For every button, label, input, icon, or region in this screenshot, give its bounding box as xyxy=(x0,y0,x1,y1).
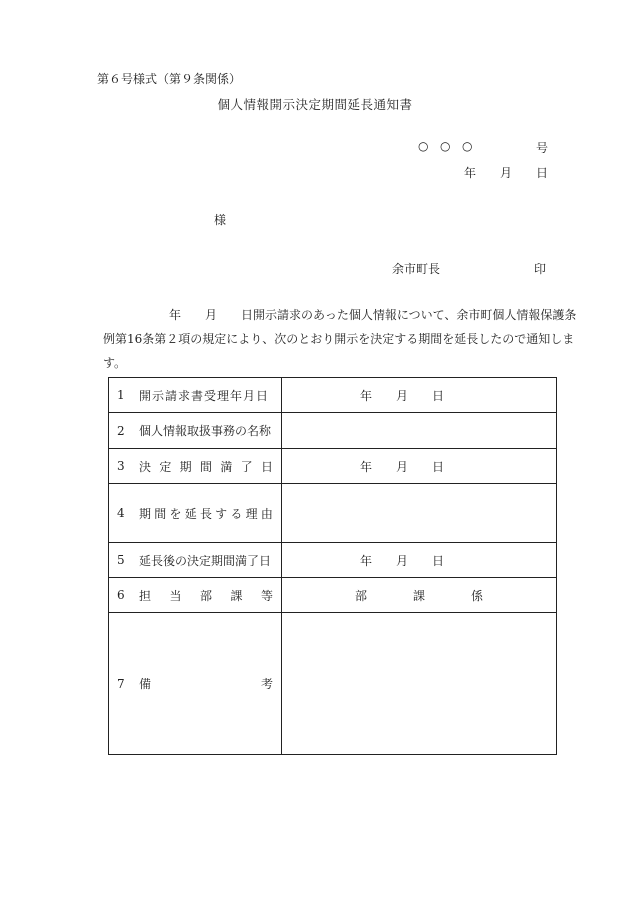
label-char: 間 xyxy=(199,459,212,474)
table-row xyxy=(109,378,557,413)
row-value xyxy=(282,378,557,413)
row-label-text: 開示請求書受理年月日 xyxy=(139,388,270,403)
number-placeholder: ○ xyxy=(418,139,429,153)
label-char: 期 xyxy=(139,506,152,521)
label-char: 間 xyxy=(154,506,167,521)
label-char: 満 xyxy=(220,459,233,474)
label-char: 考 xyxy=(260,677,273,691)
label-char: を xyxy=(169,506,182,521)
recipient-suffix: 様 xyxy=(214,213,227,227)
row-value xyxy=(282,613,557,755)
body-line: す。 xyxy=(103,356,127,370)
table-row xyxy=(109,449,557,484)
value-year: 年 xyxy=(360,388,373,403)
value-day: 日 xyxy=(432,388,445,403)
row-value xyxy=(282,449,557,484)
value-dept: 部 xyxy=(354,588,367,603)
row-value xyxy=(282,578,557,613)
row-number: 7 xyxy=(117,676,125,691)
row-number: 5 xyxy=(117,553,125,567)
row-label xyxy=(109,543,282,578)
label-char: す xyxy=(215,506,228,521)
label-char: 担 xyxy=(139,588,152,603)
label-char: る xyxy=(230,506,243,521)
label-char: 理 xyxy=(245,506,258,521)
document-title: 個人情報開示決定期間延長通知書 xyxy=(217,97,413,112)
info-table xyxy=(108,377,557,755)
label-char: 当 xyxy=(169,588,182,603)
table-row xyxy=(109,578,557,613)
row-number: 1 xyxy=(117,388,125,402)
date-month: 月 xyxy=(500,166,513,180)
label-char: 期 xyxy=(179,459,192,474)
row-number: 2 xyxy=(117,423,125,438)
row-label xyxy=(109,613,282,755)
value-month: 月 xyxy=(396,553,409,568)
label-char: 定 xyxy=(159,459,172,474)
number-placeholder: ○ xyxy=(462,139,473,153)
body-line: 年 月 日開示請求のあった個人情報について、余市町個人情報保護条 xyxy=(169,308,577,322)
value-year: 年 xyxy=(360,553,373,568)
row-label xyxy=(109,413,282,449)
label-char: 課 xyxy=(230,588,243,603)
value-unit: 係 xyxy=(470,588,483,603)
value-day: 日 xyxy=(432,553,445,568)
form-number: 第６号様式（第９条関係） xyxy=(97,72,242,86)
value-month: 月 xyxy=(396,459,409,474)
row-value xyxy=(282,543,557,578)
date-day: 日 xyxy=(536,166,549,180)
label-char: 延 xyxy=(184,506,197,521)
table-row xyxy=(109,613,557,755)
label-char: 部 xyxy=(199,588,212,603)
row-label-text: 個人情報取扱事務の名称 xyxy=(139,424,272,438)
number-placeholder: ○ xyxy=(440,139,451,153)
row-label xyxy=(109,449,282,484)
value-section: 課 xyxy=(412,588,425,603)
table-row xyxy=(109,484,557,543)
date-year: 年 xyxy=(464,166,477,180)
label-char: 日 xyxy=(260,459,273,474)
value-day: 日 xyxy=(432,459,445,474)
value-month: 月 xyxy=(396,388,409,403)
row-number: 3 xyxy=(117,459,125,473)
body-line: 例第16条第２項の規定により、次のとおり開示を決定する期間を延長したので通知しま xyxy=(103,332,575,346)
row-number: 4 xyxy=(117,506,125,520)
sender-name: 余市町長 xyxy=(392,262,441,276)
row-value xyxy=(282,413,557,449)
row-label xyxy=(109,484,282,543)
row-label xyxy=(109,578,282,613)
row-label-text: 延長後の決定期間満了日 xyxy=(139,553,272,568)
label-char: 由 xyxy=(260,506,273,521)
row-label xyxy=(109,378,282,413)
table-row xyxy=(109,543,557,578)
label-char: 了 xyxy=(240,459,253,474)
row-value xyxy=(282,484,557,543)
label-char: 備 xyxy=(139,677,152,691)
seal-mark: 印 xyxy=(534,262,547,276)
notice-body xyxy=(103,303,577,375)
number-suffix: 号 xyxy=(536,141,549,155)
row-number: 6 xyxy=(117,588,125,602)
label-char: 長 xyxy=(199,506,212,521)
value-year: 年 xyxy=(360,459,373,474)
label-char: 等 xyxy=(260,588,273,603)
table-row xyxy=(109,413,557,449)
label-char: 決 xyxy=(139,459,152,474)
